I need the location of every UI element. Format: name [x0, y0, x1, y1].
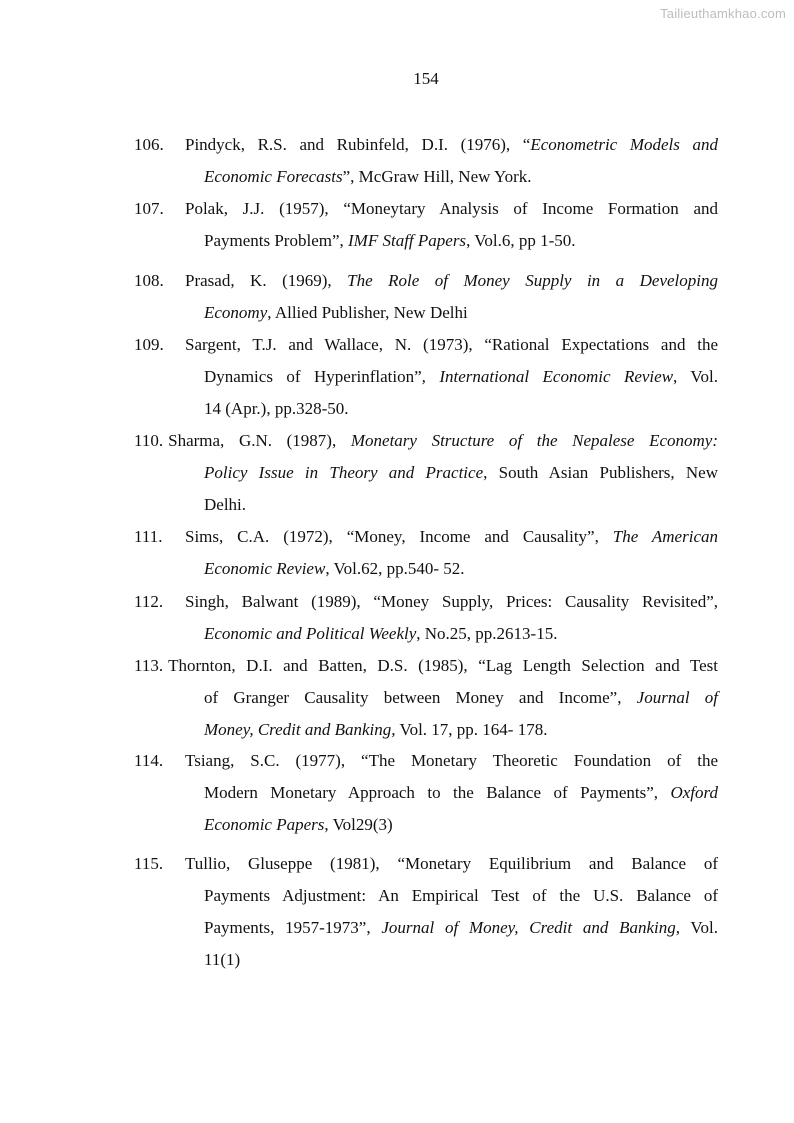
reference-text: , South Asian Publishers, New — [483, 463, 718, 482]
reference-item — [134, 329, 718, 425]
reference-text: , Vol. — [673, 367, 718, 386]
reference-title-italic: The Role of Money Supply in a Developing — [347, 271, 718, 290]
reference-title-italic: Econometric Models and — [530, 135, 719, 154]
reference-number: 113. — [134, 656, 164, 675]
reference-text: 14 (Apr.), pp.328-50. — [204, 399, 349, 418]
reference-text: Sargent, T.J. and Wallace, N. (1973), “Rational Expectations and the — [185, 335, 718, 354]
reference-number: 108. — [134, 271, 164, 290]
reference-number: 114. — [134, 751, 164, 770]
page-number: 154 — [413, 69, 439, 88]
reference-line — [134, 225, 718, 257]
reference-text: Prasad, K. (1969), — [185, 271, 348, 290]
reference-text: Tullio, Gluseppe (1981), “Monetary Equilibrium and Balance of — [185, 854, 718, 873]
reference-line — [134, 329, 718, 361]
reference-line — [134, 880, 718, 912]
reference-line — [134, 714, 718, 746]
watermark-text: Tailieuthamkhao.com — [660, 6, 786, 21]
reference-line — [134, 553, 718, 585]
reference-line — [134, 944, 718, 976]
reference-line — [134, 777, 718, 809]
reference-line — [134, 650, 718, 682]
reference-line — [134, 193, 718, 225]
reference-text: ”, McGraw Hill, New York. — [342, 167, 532, 186]
reference-text: Thornton, D.I. and Batten, D.S. (1985), “Lag Length Selection and Test — [168, 656, 718, 675]
reference-title-italic: Economic and Political Weekly — [204, 624, 417, 643]
reference-text: Vol. 17, pp. 164- 178. — [395, 720, 548, 739]
reference-item — [134, 425, 718, 521]
reference-number: 111. — [134, 527, 163, 546]
reference-title-italic: Economic Review — [204, 559, 326, 578]
reference-title-italic: IMF Staff Papers — [348, 231, 467, 250]
reference-text: , Allied Publisher, New Delhi — [267, 303, 468, 322]
reference-text: Sims, C.A. (1972), “Money, Income and Causality”, — [185, 527, 613, 546]
reference-text: , No.25, pp.2613-15. — [416, 624, 558, 643]
reference-text: 11(1) — [204, 950, 241, 969]
reference-item — [134, 521, 718, 585]
reference-line — [134, 425, 718, 457]
reference-title-italic: Journal of Money, Credit and Banking — [381, 918, 676, 937]
reference-text: Delhi. — [204, 495, 247, 514]
reference-line — [134, 129, 718, 161]
reference-line — [134, 297, 718, 329]
reference-text: Modern Monetary Approach to the Balance of Payments”, — [204, 783, 671, 802]
reference-text: Payments Problem”, — [204, 231, 349, 250]
reference-line — [134, 618, 718, 650]
reference-title-italic: Journal of — [636, 688, 718, 707]
reference-number: 109. — [134, 335, 164, 354]
reference-title-italic: The American — [612, 527, 718, 546]
reference-line — [134, 586, 718, 618]
reference-title-italic: Oxford — [670, 783, 718, 802]
reference-line — [134, 521, 718, 553]
reference-title-italic: Policy Issue in Theory and Practice — [204, 463, 484, 482]
reference-item — [134, 193, 718, 257]
reference-text: Polak, J.J. (1957), “Moneytary Analysis of Income Formation and — [185, 199, 718, 218]
reference-title-italic: Economic Forecasts — [204, 167, 343, 186]
reference-text: Singh, Balwant (1989), “Money Supply, Prices: Causality Revisited”, — [185, 592, 718, 611]
reference-text: Sharma, G.N. (1987), — [168, 431, 351, 450]
reference-text: Payments Adjustment: An Empirical Test of the U.S. Balance of — [204, 886, 718, 905]
reference-number: 107. — [134, 199, 164, 218]
reference-line — [134, 912, 718, 944]
reference-text: of Granger Causality between Money and Income”, — [204, 688, 637, 707]
reference-title-italic: Monetary Structure of the Nepalese Economy: — [350, 431, 718, 450]
reference-line — [134, 682, 718, 714]
reference-line — [134, 809, 718, 841]
reference-number: 112. — [134, 592, 164, 611]
reference-text: , Vol. — [675, 918, 718, 937]
reference-text: Dynamics of Hyperinflation” — [204, 367, 422, 386]
reference-line — [134, 457, 718, 489]
reference-text: , Vol29(3) — [324, 815, 393, 834]
reference-text: Payments, 1957-1973”, — [204, 918, 382, 937]
reference-line — [134, 265, 718, 297]
reference-line — [134, 745, 718, 777]
reference-text: , Vol.62, pp.540- 52. — [325, 559, 465, 578]
reference-item — [134, 586, 718, 650]
reference-text: , Vol.6, pp 1-50. — [466, 231, 576, 250]
reference-title-italic: Economy — [204, 303, 268, 322]
reference-item — [134, 650, 718, 746]
reference-number: 115. — [134, 854, 164, 873]
reference-line — [134, 489, 718, 521]
reference-text: Pindyck, R.S. and Rubinfeld, D.I. (1976), “ — [185, 135, 531, 154]
reference-text: Tsiang, S.C. (1977), “The Monetary Theoretic Foundation of the — [185, 751, 718, 770]
reference-line — [134, 361, 718, 393]
reference-number: 106. — [134, 135, 164, 154]
reference-item — [134, 265, 718, 329]
reference-title-italic: Economic Papers — [204, 815, 325, 834]
reference-line — [134, 848, 718, 880]
reference-item — [134, 129, 718, 193]
reference-item — [134, 745, 718, 841]
reference-number: 110. — [134, 431, 164, 450]
reference-line — [134, 393, 718, 425]
reference-item — [134, 848, 718, 976]
reference-title-italic: Money, Credit and Banking, — [204, 720, 396, 739]
reference-line — [134, 161, 718, 193]
reference-title-italic: , International Economic Review — [421, 367, 674, 386]
